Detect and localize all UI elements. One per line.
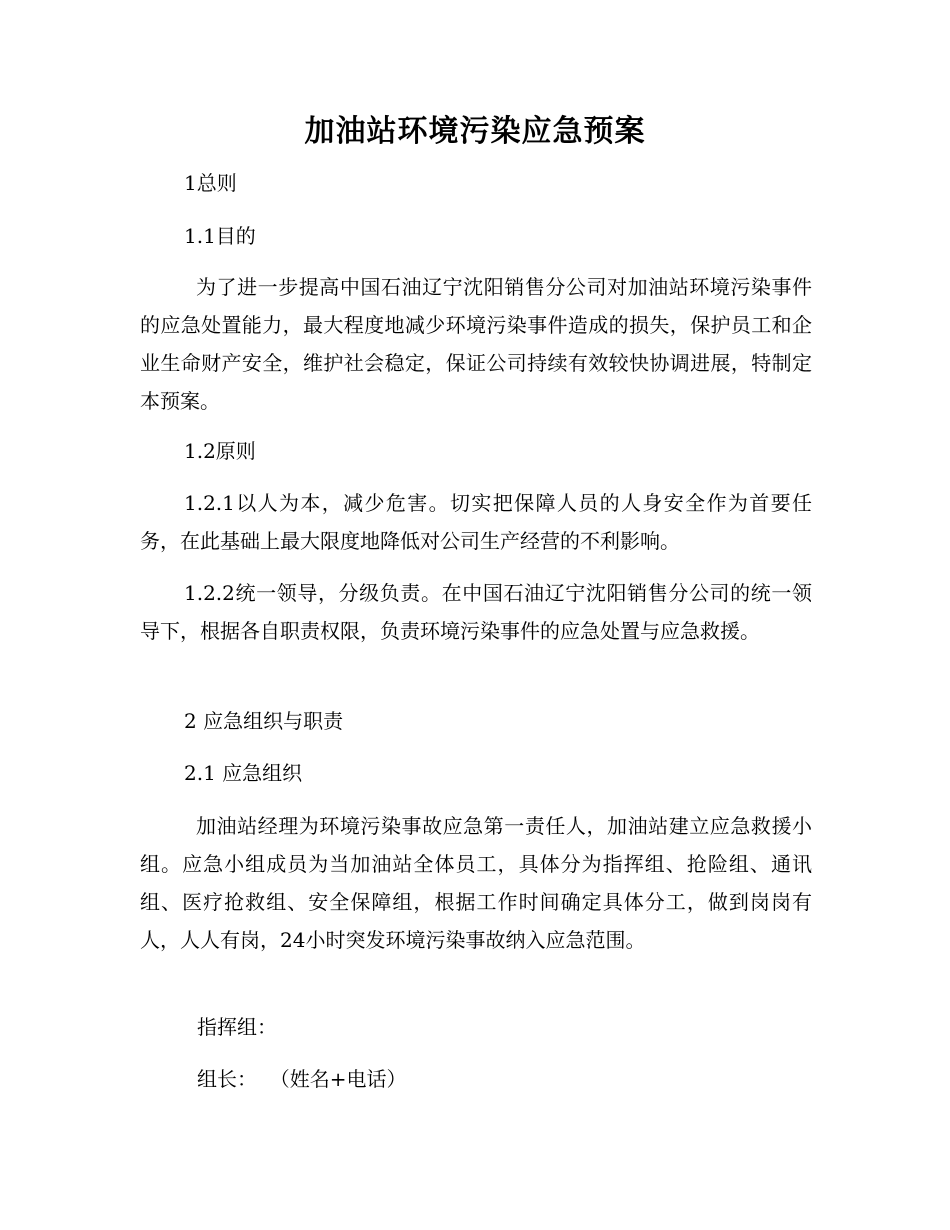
section-heading-emergency-org: 2.1 应急组织 — [184, 761, 303, 785]
leader-line: 组长： （姓名+电话） — [197, 1067, 407, 1091]
section-heading-purpose: 1.1目的 — [184, 224, 256, 248]
command-group-label: 指挥组： — [197, 1015, 277, 1039]
purpose-paragraph: 为了进一步提高中国石油辽宁沈阳销售分公司对加油站环境污染事件的应急处置能力，最大程度地减少环境污染事件造成的损失，保护员工和企业生命财产安全，维护社会稳定，保证公司持续有效较快协调进展，特制定本预案。 — [140, 275, 812, 413]
principle-1-paragraph: 1.2.1以人为本，减少危害。切实把保障人员的人身安全作为首要任务，在此基础上最大限度地降低对公司生产经营的不利影响。 — [140, 491, 812, 553]
section-heading-general: 1总则 — [184, 171, 237, 195]
emergency-org-paragraph: 加油站经理为环境污染事故应急第一责任人，加油站建立应急救援小组。应急小组成员为当加油站全体员工，具体分为指挥组、抢险组、通讯组、医疗抢救组、安全保障组，根据工作时间确定具体分工，做到岗岗有人，人人有岗，24小时突发环境污染事故纳入应急范围。 — [140, 814, 812, 952]
document-title: 加油站环境污染应急预案 — [304, 114, 646, 149]
principle-2-paragraph: 1.2.2统一领导，分级负责。在中国石油辽宁沈阳销售分公司的统一领导下，根据各自职责权限，负责环境污染事件的应急处置与应急救援。 — [140, 581, 812, 643]
section-heading-principles: 1.2原则 — [184, 439, 256, 463]
section-heading-organization: 2 应急组织与职责 — [184, 709, 344, 733]
